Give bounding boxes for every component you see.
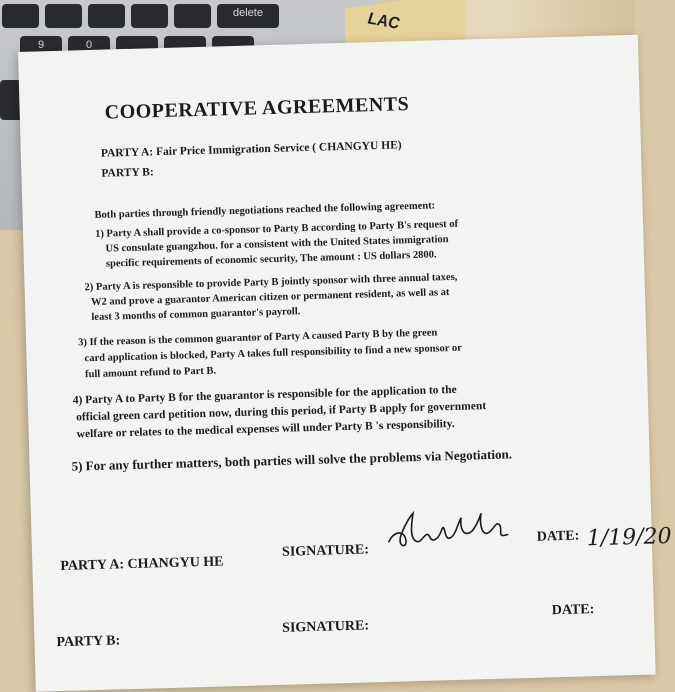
- clause1-line3: specific requirements of economic security, The amount : US dollars 2800.: [105, 249, 437, 270]
- signoff-party-a: PARTY A: CHANGYU HE: [60, 554, 224, 575]
- agreement-paper: [18, 35, 672, 692]
- date-label-a: DATE:: [536, 528, 580, 545]
- clause4-line2: official green card petition now, during this period, if Party B apply for government: [76, 400, 487, 424]
- clause5-line: 5) For any further matters, both parties will solve the problems via Negotiation.: [71, 446, 513, 474]
- date-label-b: DATE:: [551, 602, 595, 619]
- handwritten-signature: [383, 508, 519, 552]
- laptop-key: [131, 4, 168, 28]
- clause2-line2: W2 and prove a guarantor American citizen or permanent resident, as well as at: [90, 287, 450, 309]
- laptop-key: 0: [68, 36, 110, 66]
- clause3-line2: card application is blocked, Party A takes full responsibility to find a new sponsor or: [84, 342, 462, 365]
- laptop-key: [174, 4, 211, 28]
- signature-label-a: SIGNATURE:: [281, 542, 370, 560]
- clause1-line1: 1) Party A shall provide a co-sponsor to Party B according to Party B's request of: [94, 218, 459, 240]
- envelope-label: LAC: [365, 10, 402, 33]
- clause3-line1: 3) If the reason is the common guarantor of Party A caused Party B by the green: [77, 327, 438, 349]
- laptop-key: 9: [20, 36, 62, 66]
- party-b-line: PARTY B:: [101, 166, 154, 180]
- signature-label-b: SIGNATURE:: [281, 618, 370, 636]
- party-a-line: PARTY A: Fair Price Immigration Service ( CHANGYU HE): [100, 139, 402, 160]
- clause2-line1: 2) Party A is responsible to provide Party B jointly sponsor with three annual taxes,: [84, 271, 458, 294]
- clause4-line3: welfare or relates to the medical expenses will under Party B 's responsibility.: [76, 417, 455, 441]
- clause3-line3: full amount refund to Part B.: [84, 365, 217, 381]
- laptop-key: [88, 4, 125, 28]
- document-title: COOPERATIVE AGREEMENTS: [104, 93, 410, 124]
- clause4-line1: 4) Party A to Party B for the guarantor is responsible for the application to the: [72, 383, 457, 407]
- intro-text: Both parties through friendly negotiations reached the following agreement:: [94, 200, 436, 221]
- laptop-key-delete: delete: [217, 4, 279, 28]
- clause2-line3: least 3 months of common guarantor's payroll.: [91, 306, 301, 324]
- clause1-line2: US consulate guangzhou. for a consistent with the United States immigration: [105, 234, 449, 255]
- date-value-a: 1/19/20: [586, 523, 672, 552]
- signoff-party-b: PARTY B:: [56, 633, 121, 651]
